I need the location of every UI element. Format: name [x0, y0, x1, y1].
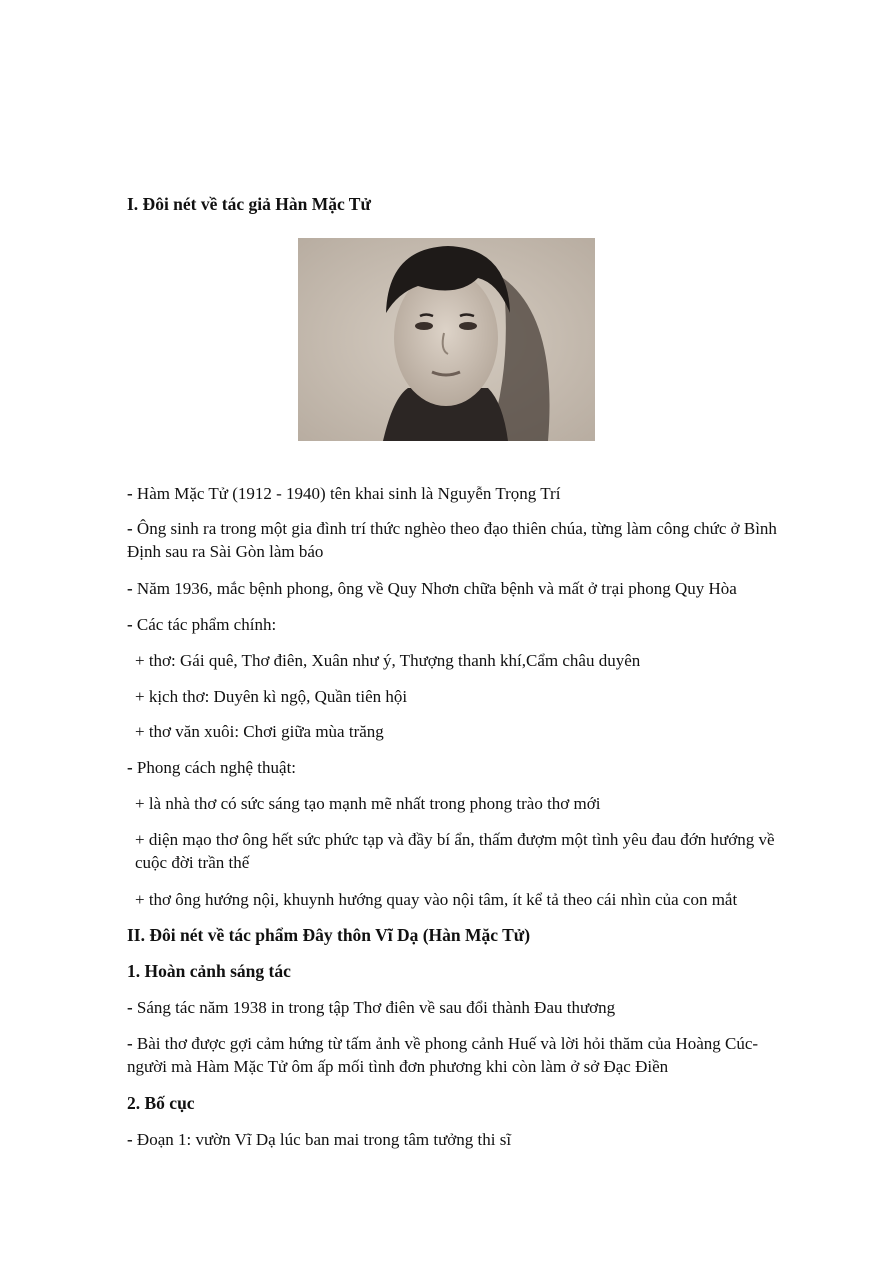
subsection-2-heading: 2. Bố cục	[127, 1093, 195, 1113]
works-item: + thơ: Gái quê, Thơ điên, Xuân như ý, Thượng thanh khí,Cẩm châu duyên	[135, 651, 641, 670]
bio-paragraph: - Hàm Mặc Tử (1912 - 1940) tên khai sinh là Nguyễn Trọng Trí	[127, 484, 561, 503]
context-paragraph: - Sáng tác năm 1938 in trong tập Thơ điên về sau đổi thành Đau thương	[127, 998, 616, 1017]
style-item: + diện mạo thơ ông hết sức phức tạp và đầy bí ẩn, thấm đượm một tình yêu đau đớn hướng về cuộc đời trần thế	[135, 830, 775, 872]
bio-paragraph: - Các tác phẩm chính:	[127, 615, 277, 634]
bio-paragraph: - Năm 1936, mắc bệnh phong, ông về Quy Nhơn chữa bệnh và mất ở trại phong Quy Hòa	[127, 579, 737, 598]
bio-paragraph: - Ông sinh ra trong một gia đình trí thức nghèo theo đạo thiên chúa, từng làm công chức ở Bình Định sau ra Sài Gòn làm báo	[127, 519, 777, 561]
works-item: + kịch thơ: Duyên kì ngộ, Quần tiên hội	[135, 687, 408, 706]
context-paragraph: - Bài thơ được gợi cảm hứng từ tấm ảnh về phong cảnh Huế và lời hỏi thăm của Hoàng Cúc- người mà Hàm Mặc Tử ôm ấp mối tình đơn phương khi còn làm ở sở Đạc Điền	[127, 1034, 759, 1076]
style-item: + thơ ông hướng nội, khuynh hướng quay vào nội tâm, ít kể tả theo cái nhìn của con mắt	[135, 890, 738, 909]
works-item: + thơ văn xuôi: Chơi giữa mùa trăng	[135, 722, 384, 741]
section-1-heading: I. Đôi nét về tác giả Hàn Mặc Tử	[127, 194, 371, 214]
author-portrait-photo	[298, 238, 595, 441]
layout-paragraph: - Đoạn 1: vườn Vĩ Dạ lúc ban mai trong tâm tưởng thi sĩ	[127, 1130, 512, 1149]
subsection-1-heading: 1. Hoàn cảnh sáng tác	[127, 961, 291, 981]
style-label: - Phong cách nghệ thuật:	[127, 758, 297, 777]
section-2-heading: II. Đôi nét về tác phẩm Đây thôn Vĩ Dạ (Hàn Mặc Tử)	[127, 925, 531, 945]
style-item: + là nhà thơ có sức sáng tạo mạnh mẽ nhất trong phong trào thơ mới	[135, 794, 601, 813]
